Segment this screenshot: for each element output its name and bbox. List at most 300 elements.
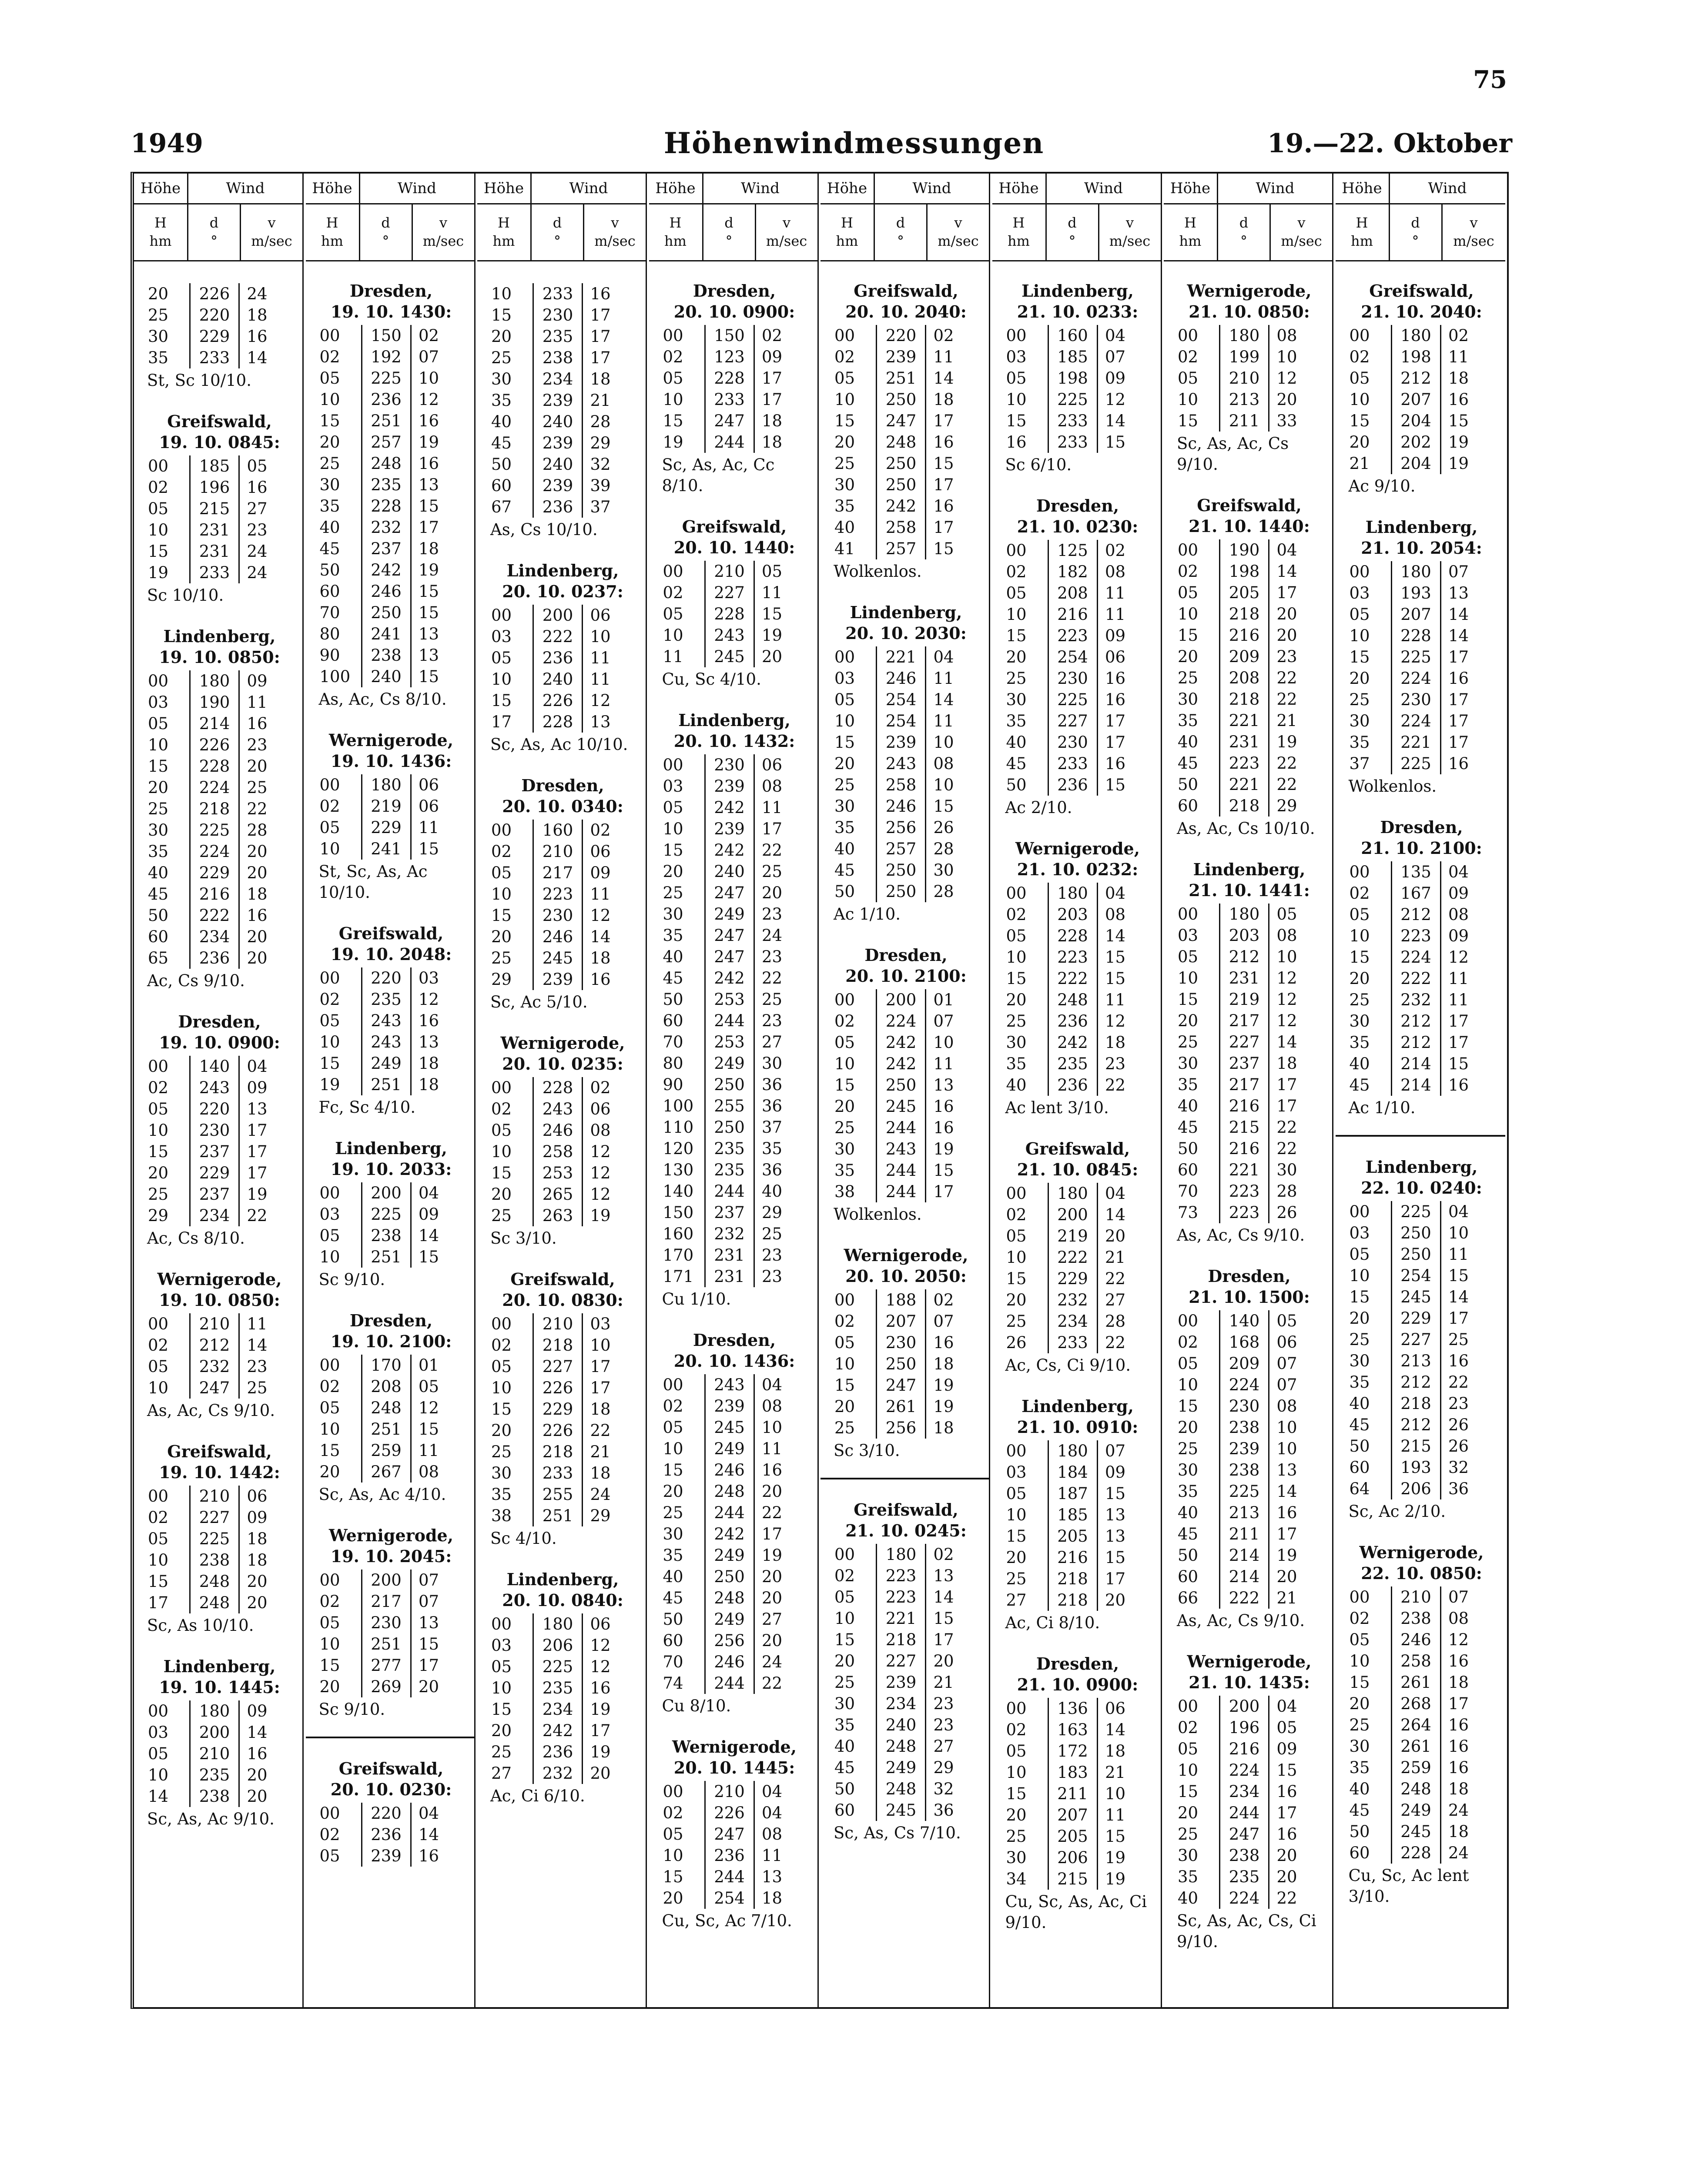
station-block — [1172, 1651, 1326, 1952]
direction-cell: 219 — [361, 796, 412, 817]
height-cell: 03 — [663, 777, 683, 796]
direction-cell: 212 — [1391, 1011, 1441, 1032]
table-row — [1172, 946, 1326, 967]
table-row — [1344, 904, 1499, 925]
station-heading — [1344, 1157, 1499, 1198]
height-cell: 02 — [1178, 348, 1199, 366]
table-row — [658, 1396, 811, 1417]
table-row — [829, 1353, 983, 1375]
station-time: 21. 10. 1441: — [1189, 880, 1310, 900]
header-v-label: v — [782, 214, 791, 231]
speed-cell: 17 — [590, 306, 611, 325]
height-cell: 20 — [663, 1889, 683, 1908]
direction-cell: 232 — [189, 1356, 240, 1377]
table-row — [1001, 625, 1155, 646]
station-name: Dresden, — [864, 945, 948, 965]
direction-cell: 251 — [361, 1246, 412, 1268]
direction-cell: 216 — [1219, 1095, 1269, 1117]
table-row — [486, 711, 640, 733]
direction-cell: 223 — [532, 884, 583, 905]
column-body — [477, 261, 646, 1807]
height-cell: 00 — [1349, 326, 1370, 345]
speed-cell: 16 — [418, 1011, 439, 1030]
measurement-rows — [486, 605, 640, 733]
height-cell: 10 — [834, 1054, 855, 1073]
height-cell: 45 — [1178, 754, 1199, 773]
table-row — [1344, 1800, 1499, 1821]
height-cell: 20 — [319, 1463, 340, 1481]
direction-cell: 219 — [1048, 1225, 1098, 1247]
table-row — [486, 1656, 640, 1677]
direction-cell: 224 — [1219, 1374, 1269, 1396]
direction-cell: 228 — [1048, 925, 1098, 947]
station-heading — [315, 281, 468, 322]
height-cell: 30 — [834, 1694, 855, 1713]
table-row — [829, 881, 983, 902]
table-row — [1344, 753, 1499, 774]
table-row — [486, 411, 640, 432]
speed-cell: 16 — [1105, 754, 1126, 773]
speed-cell: 29 — [590, 434, 611, 452]
speed-cell: 10 — [761, 1418, 783, 1437]
height-cell: 25 — [1349, 991, 1370, 1009]
speed-cell: 28 — [933, 882, 954, 901]
speed-cell: 18 — [247, 885, 268, 904]
station-heading — [1001, 281, 1155, 322]
table-row — [1344, 1650, 1499, 1672]
direction-cell: 233 — [189, 562, 240, 583]
header-h — [649, 204, 703, 260]
table-row — [486, 862, 640, 884]
direction-cell: 243 — [704, 1374, 755, 1396]
speed-cell: 04 — [1105, 326, 1126, 345]
column-body — [134, 261, 302, 1830]
height-cell: 45 — [834, 1758, 855, 1777]
height-cell: 70 — [319, 603, 340, 622]
height-cell: 45 — [1178, 1525, 1199, 1543]
header-hoehe: Höhe — [649, 174, 703, 203]
height-cell: 40 — [834, 1737, 855, 1756]
header-hoehe: Höhe — [992, 174, 1047, 203]
height-cell: 16 — [1006, 433, 1027, 452]
column-header-units — [477, 204, 646, 261]
speed-cell: 24 — [247, 563, 268, 582]
table-row — [143, 670, 296, 692]
speed-cell: 17 — [590, 327, 611, 346]
height-cell: 03 — [1349, 1224, 1370, 1242]
speed-cell: 14 — [1105, 1720, 1126, 1739]
speed-cell: 14 — [1276, 562, 1297, 581]
direction-cell: 249 — [704, 1438, 755, 1459]
speed-cell: 18 — [590, 949, 611, 967]
table-row — [1001, 368, 1155, 389]
height-cell: 20 — [319, 433, 340, 452]
table-row — [1344, 453, 1499, 474]
direction-cell: 233 — [704, 389, 755, 410]
direction-cell: 215 — [1391, 1436, 1441, 1457]
speed-cell: 20 — [418, 1677, 439, 1696]
table-row — [829, 325, 983, 346]
speed-cell: 08 — [590, 1121, 611, 1140]
table-row — [1001, 1504, 1155, 1526]
speed-cell: 17 — [761, 1525, 783, 1543]
table-row — [829, 432, 983, 453]
direction-cell: 242 — [704, 840, 755, 861]
height-cell: 03 — [1006, 348, 1027, 366]
height-cell: 00 — [1349, 863, 1370, 881]
station-name: Lindenberg, — [1021, 281, 1134, 301]
speed-cell: 11 — [933, 348, 954, 366]
measurement-rows — [829, 646, 983, 902]
direction-cell: 235 — [189, 1764, 240, 1786]
speed-cell: 05 — [247, 457, 268, 475]
height-cell: 15 — [663, 412, 683, 430]
speed-cell: 07 — [418, 1571, 439, 1590]
height-cell: 150 — [663, 1203, 694, 1222]
height-cell: 10 — [1006, 390, 1027, 409]
direction-cell: 231 — [189, 519, 240, 541]
table-row — [486, 475, 640, 496]
table-row — [658, 1010, 811, 1031]
height-cell: 25 — [834, 1118, 855, 1137]
speed-cell: 11 — [761, 798, 783, 817]
station-block — [1344, 817, 1499, 1118]
speed-cell: 32 — [590, 455, 611, 474]
direction-cell: 212 — [189, 1335, 240, 1356]
table-column — [306, 174, 476, 2007]
column-header-top — [306, 174, 474, 204]
direction-cell: 207 — [1391, 604, 1441, 625]
table-row — [315, 538, 468, 559]
station-name: Wernigerode, — [844, 1245, 968, 1265]
direction-cell: 246 — [361, 581, 412, 602]
direction-cell: 249 — [361, 1053, 412, 1074]
table-row — [829, 1053, 983, 1074]
header-wind: Wind — [1084, 180, 1123, 197]
direction-cell: 249 — [704, 1609, 755, 1630]
table-row — [315, 774, 468, 796]
station-time: 20. 10. 0235: — [502, 1054, 623, 1074]
table-row — [1001, 1698, 1155, 1719]
speed-cell: 23 — [761, 947, 783, 966]
speed-cell: 39 — [590, 476, 611, 495]
height-cell: 30 — [1349, 1352, 1370, 1370]
table-row — [1344, 1350, 1499, 1372]
direction-cell: 217 — [361, 1591, 412, 1612]
direction-cell: 221 — [1219, 1159, 1269, 1181]
speed-cell: 09 — [1105, 1463, 1126, 1482]
table-row — [315, 1355, 468, 1376]
speed-cell: 18 — [1276, 1054, 1297, 1073]
height-cell: 02 — [1349, 1609, 1370, 1628]
table-row — [143, 947, 296, 969]
table-column — [821, 174, 990, 2007]
direction-cell: 232 — [1391, 989, 1441, 1011]
table-row — [1172, 625, 1326, 646]
cloud-note: Sc, Ac 5/10. — [490, 993, 588, 1011]
measurement-rows — [143, 1313, 296, 1399]
height-cell: 35 — [1178, 1482, 1199, 1501]
header-wind: Wind — [1256, 180, 1295, 197]
direction-cell: 215 — [189, 498, 240, 519]
cloud-note: Cu, Sc, Ac 7/10. — [662, 1911, 792, 1930]
speed-cell: 35 — [761, 1139, 783, 1158]
direction-cell: 250 — [876, 1353, 926, 1375]
table-row — [1344, 1053, 1499, 1074]
height-cell: 00 — [834, 1545, 855, 1564]
table-row — [829, 1586, 983, 1608]
table-row — [486, 1699, 640, 1720]
table-row — [829, 389, 983, 410]
height-cell: 00 — [663, 1375, 683, 1394]
height-cell: 110 — [663, 1118, 694, 1137]
direction-cell: 221 — [876, 646, 926, 668]
direction-cell: 230 — [1048, 668, 1098, 689]
height-cell: 10 — [319, 390, 340, 409]
station-time: 19. 10. 2100: — [330, 1332, 452, 1351]
height-cell: 20 — [319, 1677, 340, 1696]
table-row — [1344, 1329, 1499, 1350]
table-row — [829, 817, 983, 838]
table-row — [1172, 346, 1326, 368]
speed-cell: 06 — [761, 756, 783, 774]
table-row — [486, 1335, 640, 1356]
direction-cell: 261 — [1391, 1672, 1441, 1693]
height-cell: 10 — [834, 1609, 855, 1628]
table-row — [486, 669, 640, 690]
table-row — [143, 283, 296, 305]
measurement-rows — [1001, 1698, 1155, 1890]
height-cell: 05 — [834, 369, 855, 388]
table-row — [1001, 1268, 1155, 1289]
table-row — [1001, 646, 1155, 668]
height-cell: 20 — [491, 327, 512, 346]
direction-cell: 244 — [704, 1181, 755, 1202]
speed-cell: 14 — [1276, 1482, 1297, 1501]
speed-cell: 14 — [1276, 1033, 1297, 1051]
speed-cell: 11 — [1105, 584, 1126, 602]
height-cell: 30 — [1349, 1737, 1370, 1756]
speed-cell: 20 — [761, 1631, 783, 1650]
column-header-units — [306, 204, 474, 261]
cloud-note: As, Ac, Cs 10/10. — [1177, 819, 1315, 838]
column-body — [992, 261, 1161, 1933]
direction-cell: 210 — [189, 1486, 240, 1507]
direction-cell: 239 — [704, 1396, 755, 1417]
direction-cell: 185 — [189, 455, 240, 477]
station-name: Wernigerode, — [1187, 281, 1312, 301]
speed-cell: 27 — [761, 1033, 783, 1051]
station-time: 20. 10. 2100: — [845, 966, 967, 986]
table-row — [486, 1184, 640, 1205]
direction-cell: 245 — [532, 947, 583, 969]
table-row — [486, 326, 640, 347]
height-cell: 40 — [1349, 1394, 1370, 1413]
direction-cell: 206 — [1048, 1847, 1098, 1868]
measurement-rows — [1001, 1440, 1155, 1611]
height-cell: 40 — [1178, 1889, 1199, 1908]
speed-cell: 19 — [1276, 733, 1297, 751]
table-row — [658, 1202, 811, 1223]
table-row — [486, 1098, 640, 1120]
direction-cell: 246 — [532, 926, 583, 947]
direction-cell: 218 — [1048, 1590, 1098, 1611]
height-cell: 15 — [1349, 1673, 1370, 1692]
speed-cell: 12 — [1105, 1012, 1126, 1031]
direction-cell: 238 — [1219, 1459, 1269, 1481]
speed-cell: 21 — [1276, 711, 1297, 730]
table-row — [658, 1481, 811, 1502]
table-row — [1344, 1478, 1499, 1499]
table-row — [1172, 753, 1326, 774]
direction-cell: 248 — [189, 1571, 240, 1592]
direction-cell: 218 — [1219, 689, 1269, 710]
height-cell: 25 — [1006, 669, 1027, 688]
measurement-rows — [143, 1700, 296, 1807]
direction-cell: 185 — [1048, 346, 1098, 368]
station-time: 19. 10. 2048: — [330, 944, 452, 964]
speed-cell: 27 — [1105, 1291, 1126, 1309]
table-row — [658, 1138, 811, 1159]
direction-cell: 250 — [704, 1117, 755, 1138]
station-heading — [1344, 1542, 1499, 1584]
speed-cell: 07 — [418, 348, 439, 366]
height-cell: 25 — [491, 1206, 512, 1225]
direction-cell: 228 — [1391, 625, 1441, 646]
direction-cell: 190 — [189, 692, 240, 713]
speed-cell: 15 — [1448, 412, 1469, 430]
direction-cell: 250 — [876, 1074, 926, 1096]
table-row — [1001, 1526, 1155, 1547]
table-row — [829, 710, 983, 732]
height-cell: 40 — [1178, 1503, 1199, 1522]
direction-cell: 204 — [1391, 410, 1441, 432]
direction-cell: 205 — [1219, 582, 1269, 603]
height-cell: 05 — [663, 1418, 683, 1437]
direction-cell: 233 — [1048, 753, 1098, 774]
station-heading — [1344, 517, 1499, 559]
table-row — [1344, 604, 1499, 625]
speed-cell: 11 — [933, 669, 954, 688]
speed-cell: 15 — [1448, 1266, 1469, 1285]
table-row — [486, 690, 640, 711]
table-row — [829, 1160, 983, 1181]
station-name: Dresden, — [1036, 1654, 1119, 1673]
table-row — [315, 1376, 468, 1397]
direction-cell: 244 — [704, 432, 755, 453]
cloud-note: Cu 8/10. — [662, 1697, 731, 1715]
column-header-top — [992, 174, 1161, 204]
table-row — [1172, 1481, 1326, 1502]
direction-cell: 245 — [1391, 1286, 1441, 1308]
height-cell: 02 — [834, 1312, 855, 1331]
speed-cell: 17 — [1276, 1075, 1297, 1094]
header-v-label: v — [1125, 214, 1134, 231]
table-row — [1344, 947, 1499, 968]
direction-cell: 234 — [532, 368, 583, 390]
speed-cell: 07 — [1448, 562, 1469, 581]
speed-cell: 14 — [1448, 1288, 1469, 1306]
header-d — [188, 204, 241, 260]
table-row — [143, 862, 296, 884]
speed-cell: 12 — [418, 390, 439, 409]
table-row — [829, 538, 983, 559]
table-row — [143, 498, 296, 519]
table-row — [143, 1550, 296, 1571]
table-row — [143, 1184, 296, 1205]
speed-cell: 15 — [418, 497, 439, 515]
speed-cell: 14 — [1448, 626, 1469, 645]
speed-cell: 24 — [761, 1653, 783, 1671]
height-cell: 45 — [1349, 1801, 1370, 1820]
direction-cell: 224 — [1391, 710, 1441, 732]
column-header-top — [649, 174, 817, 204]
height-cell: 35 — [319, 497, 340, 515]
speed-cell: 06 — [590, 1615, 611, 1633]
speed-cell: 11 — [761, 1846, 783, 1865]
direction-cell: 256 — [876, 1417, 926, 1439]
direction-cell: 193 — [1391, 582, 1441, 604]
station-heading — [1172, 281, 1326, 322]
speed-cell: 13 — [933, 1076, 954, 1094]
speed-cell: 25 — [761, 1225, 783, 1243]
station-name: Greifswald, — [167, 1442, 272, 1461]
table-row — [1172, 989, 1326, 1010]
height-cell: 25 — [148, 306, 169, 325]
direction-cell: 200 — [1048, 1204, 1098, 1225]
table-row — [1172, 325, 1326, 346]
table-row — [1344, 1842, 1499, 1864]
table-row — [143, 1571, 296, 1592]
measurement-rows — [1001, 883, 1155, 1096]
direction-cell: 198 — [1219, 561, 1269, 582]
height-cell: 00 — [491, 606, 512, 625]
speed-cell: 15 — [1105, 969, 1126, 988]
direction-cell: 233 — [1048, 410, 1098, 432]
station-block — [1001, 495, 1155, 818]
cloud-note: As, Ac, Cs 8/10. — [318, 690, 447, 709]
height-cell: 05 — [1006, 927, 1027, 945]
height-cell: 50 — [1178, 1139, 1199, 1158]
height-cell: 40 — [834, 840, 855, 858]
height-cell: 38 — [834, 1182, 855, 1201]
table-row — [1172, 1845, 1326, 1866]
table-row — [486, 454, 640, 475]
direction-cell: 232 — [532, 1763, 583, 1784]
station-block — [486, 1269, 640, 1549]
speed-cell: 15 — [933, 1161, 954, 1180]
height-cell: 10 — [148, 736, 169, 754]
height-cell: 45 — [663, 1589, 683, 1607]
table-row — [829, 1800, 983, 1821]
table-row — [143, 1356, 296, 1377]
height-cell: 45 — [1349, 1416, 1370, 1434]
direction-cell: 184 — [1048, 1462, 1098, 1483]
speed-cell: 36 — [761, 1097, 783, 1115]
table-row — [1172, 1417, 1326, 1438]
direction-cell: 233 — [1048, 432, 1098, 453]
table-row — [315, 645, 468, 666]
header-unit-label: m/sec — [766, 233, 807, 249]
direction-cell: 254 — [1391, 1265, 1441, 1286]
direction-cell: 231 — [704, 1245, 755, 1266]
station-time: 19. 10. 2045: — [330, 1546, 452, 1566]
speed-cell: 09 — [1448, 884, 1469, 903]
direction-cell: 233 — [532, 283, 583, 305]
speed-cell: 17 — [1276, 1097, 1297, 1115]
cloud-note: Cu 1/10. — [662, 1290, 731, 1309]
direction-cell: 207 — [1391, 389, 1441, 410]
